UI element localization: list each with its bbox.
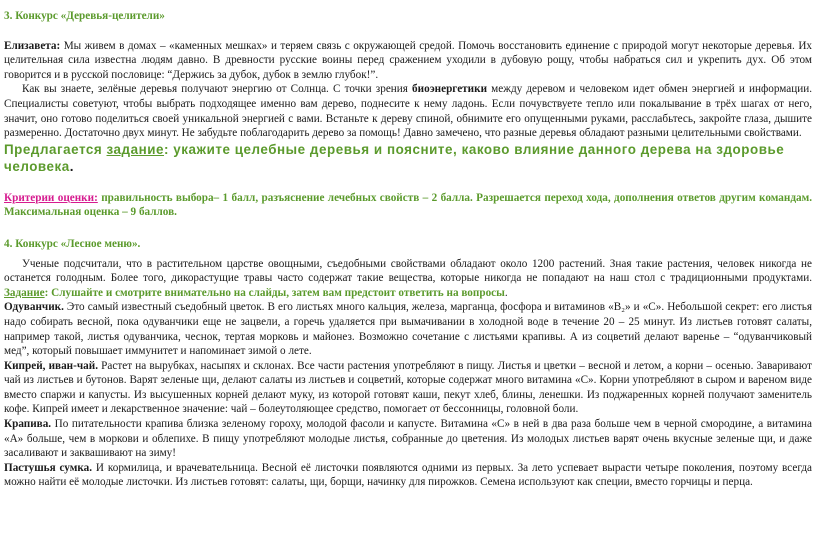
plant-name: Кипрей, иван-чай.: [4, 359, 99, 372]
contest3-task: [4, 141, 812, 175]
plant-fireweed: [4, 359, 812, 417]
speaker-name: Елизавета:: [4, 39, 61, 52]
contest4-task-text: : Слушайте и смотрите внимательно на слайды, затем вам предстоит ответить на вопросы: [44, 286, 505, 299]
task-end: .: [69, 158, 75, 174]
plant-shepherds-purse: [4, 461, 812, 490]
criteria-label: Критерии оценки:: [4, 191, 98, 204]
contest4-task-end: .: [504, 286, 508, 299]
contest4-intro: [4, 257, 812, 301]
contest4-heading: 4. Конкурс «Лесное меню».: [4, 237, 141, 250]
plant-text: Это самый известный съедобный цветок. В его листьях много кальция, железа, марганца, фосфора и витаминов «В₂» и «С». Небольшой секрет: его листья надо собирать весной, пока одуванчики еще не зацвели, а горечь удаляется при вымачивании в холодной воде в течение 20 – 25 минут. Из листьев готовят салаты, например такой, листья одуванчика, чеснок, тертая морковь и майонез. Возможно сочетание с листьями крапивы. А из соцветий делают варенье – “одуванчиковый мед”, который повышает иммунитет и напоминает зимой о лете.: [4, 301, 812, 358]
contest3-heading: 3. Конкурс «Деревья-целители»: [4, 10, 165, 22]
plant-text: И кормилица, и врачевательница. Весной её листочки появляются одними из первых. За лето успевает вырасти четыре поколения, поэтому всегда можно найти её молодые листочки. Из листьев готовят: салаты, щи, борщи, начинку для пирожков. Семена используют как специи, вместо горчицы и перца.: [4, 461, 813, 489]
plant-name: Одуванчик.: [4, 301, 64, 314]
contest4-task-label: Задание: [4, 286, 45, 299]
task-text: : укажите целебные деревья и поясните, каково влияние данного дерева на здоровье человека: [4, 141, 785, 174]
para2-text-a: Как вы знаете, зелёные деревья получают энергию от Солнца. С точки зрения: [22, 83, 413, 96]
task-prefix: Предлагается: [4, 141, 107, 157]
plant-dandelion: [4, 300, 812, 358]
contest3-para1-text: Мы живем в домах – «каменных мешках» и теряем связь с окружающей средой. Помочь восстановить единение с природой могут некоторые деревья. Их целительная сила известна людям давно. В древности русские воины перед сражением уходили в дубовую рощу, чтобы набраться сил и укрепить дух. Об этом говорится и в русской пословице: “Держись за дубок, дубок в землю глубок!”.: [4, 39, 812, 81]
para2-text-b: между деревом и человеком идет обмен энергией и информации. Специалисты советуют, чтобы выбрать подходящее именно вам дерево, поднесите к нему ладонь. Если почувствуете тепло или покалывание в трёх шагах от него, значит, оно готово поделиться своей уникальной энергией с вами. Встаньте к дереву спиной, обнимите его опущенными руками, расслабьтесь, закройте глаза, дышите размеренно. Достаточно двух минут. Не забудьте поблагодарить дерево за помощь! Давно замечено, что разные деревья обладают разными целительными свойствами.: [4, 83, 812, 140]
plant-name: Пастушья сумка.: [4, 461, 93, 474]
criteria: [4, 191, 812, 220]
task-label: задание: [106, 141, 165, 157]
contest3-para2: [4, 82, 812, 140]
criteria-text: правильность выбора– 1 балл, разъяснение лечебных свойств – 2 балла. Разрешается переход хода, дополнения ответов другим командам. Максимальная оценка – 9 баллов.: [4, 191, 812, 219]
plant-nettle: [4, 417, 812, 461]
contest3-para1: [4, 39, 812, 83]
plant-text: По питательности крапива близка зеленому гороху, молодой фасоли и капусте. Витамина «С» в ней в два раза больше чем в черной смородине, а витамина «А» больше, чем в моркови и облепихе. В пищу употребляют молодые листья, собранные до цветения. Из молодых листьев варят очень вкусные зеленые щи, и даже засаливают и заквашивают на зиму!: [4, 418, 812, 460]
intro-text: Ученые подсчитали, что в растительном царстве овощными, съедобными свойствами обладают около 1200 растений. Зная такие растения, человек никогда не останется голодным. Более того, дикорастущие травы часто содержат такие вещества, которые никогда не попадают на наш стол с традиционными продуктами.: [4, 257, 812, 285]
plant-name: Крапива.: [4, 418, 52, 431]
plant-text: Растет на вырубках, насыпях и склонах. Все части растения употребляют в пищу. Листья и цветки – весной и летом, а корни – осенью. Заваривают чай из листьев и бутонов. Варят зеленые щи, делают салаты из листьев и соцветий, которые содержат много витамина «С». Корни употребляют в сыром и вареном виде вместо спаржи и капусты. Из высушенных корней делают муку, из которой готовят каши, пекут хлеб, блины, ленешки. Из поджаренных корней получают заменитель кофе. Кипрей имеет и лекарственное значение: чай – болеутоляющее средство, помогает от бессонницы, головной боли.: [4, 359, 812, 416]
bioenergy-term: биоэнергетики: [412, 83, 488, 96]
